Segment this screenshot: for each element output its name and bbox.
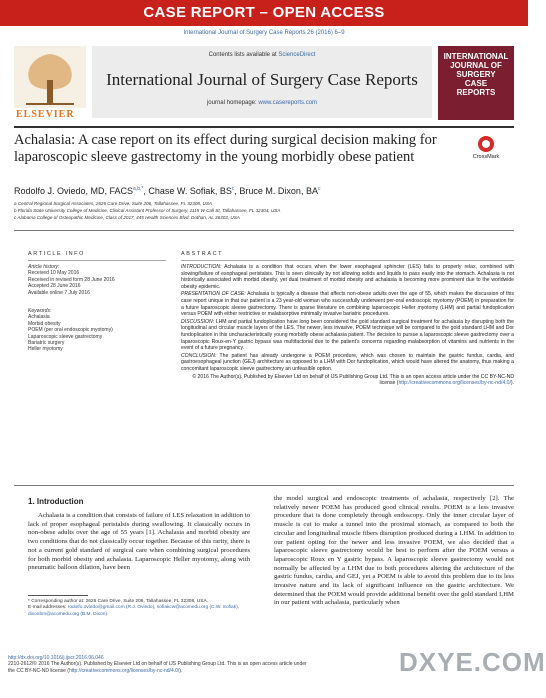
email-addresses[interactable]: rodolfo.oviedo@gmail.com (R.J. Oviedo), sofiakcw@acomedu.org (C.W. Sofiak), dixonbm@acomedu.org (B.M. Dixon). [28,605,240,617]
copyright-text: © 2016 The Author(s). Published by Elsevier Ltd on behalf of IJS Publishing Group Ltd. This is an open access article under the CC BY-NC-ND license ( [192,373,514,387]
footnote-rule [28,595,88,596]
article-info-rule [28,260,166,261]
watermark: DXYE.COM [399,647,546,677]
abstract-body [181,264,514,388]
homepage-prefix: journal homepage: [206,100,259,106]
abstract-section-label: DISCUSSION: [181,318,215,325]
abstract-section-label: CONCLUSION: [181,352,217,359]
homepage-link[interactable]: www.casereports.com [258,100,318,106]
keyword: Laparoscopic sleeve gastrectomy [28,333,103,340]
corresponding-author: * Corresponding author at: 2626 Care Drive, Suite 206, Tallahassee, FL 32308, USA. [28,599,208,604]
elsevier-tree-icon [14,46,86,108]
author-name[interactable]: Chase W. Sofiak, BS [148,186,232,196]
keyword: Bariatric surgery [28,340,65,347]
history-item: Received 10 May 2016 [28,270,80,277]
keyword: Achalasia [28,314,50,321]
introduction-text: Achalasia is a condition that consists of failure of LES relaxation in addition to lack of proper esophageal peristalsis during swallowing. It classically occurs in non-obese adults over the age of 55 years [1]. Achalasia and morbid obesity are two conditions that do not classically occur together. Because of this rarity, there is not a current gold standard of surgical care when combining surgical procedures for both morbid obesity and achalasia. Laparoscopic Heller myotomy, along with pneumatic balloon dilation, have been [28,512,250,572]
author-name[interactable]: Rodolfo J. Oviedo, MD, FACS [14,186,134,196]
abstract-text: Achalasia is a condition that occurs when the lower esophageal sphincter (LES) fails to properly relax, combined with slowing/failure of esophageal peristalsis. This is seen clinically by not allowing solids and liquids to pass easily into the stomach. Achalasia is not historically associated with morbid obesity, yet dual treatment of morbid obesity and achalasia is becoming more prominent due to the worldwide obesity epidemic. [181,264,514,290]
issn-line [8,661,308,674]
history-item: Available online 7 July 2016 [28,289,90,296]
introduction-heading: 1. Introduction [28,497,84,506]
avail-prefix: Contents lists available at [208,52,279,58]
crossmark-label: CrossMark [472,154,500,160]
affiliation: a Central Regional Surgical Associates, 2626 Care Drive, Suite 206, Tallahassee, FL 32308, USA [14,201,212,206]
bottom-license-link[interactable]: http://creativecommons.org/licenses/by-nc-nd/4.0/ [68,667,180,674]
introduction-column-left [28,512,250,573]
author-list: Rodolfo J. Oviedo, MD, $FACS^{a,b,*}$, Chase W. Sofiak, $BS^c$, Bruce M. Dixon, $BA^c$ [14,186,321,196]
author-affil-marker[interactable]: a,b,* [133,186,144,192]
article-info-heading: ARTICLE INFO [28,251,85,257]
sciencedirect-link[interactable]: ScienceDirect [278,52,316,58]
abstract-section-label: PRESENTATION OF CASE: [181,291,246,298]
article-info [28,264,166,353]
keywords-label: Keywords: [28,308,52,315]
crossmark-icon [478,136,494,152]
cover-line: SURGERY [456,70,496,79]
header-divider [14,126,514,128]
keyword: Heller myotomy [28,346,63,353]
affiliation-list [14,200,514,221]
elsevier-logo[interactable] [14,46,86,120]
history-item: Accepted 28 June 2016 [28,283,81,290]
abstract-rule [181,260,514,261]
article-title: Achalasia: A case report on its effect during surgical decision making for laparoscopic sleeve gastrectomy in the young morbidly obese patient [14,132,437,165]
journal-homepage-line [92,100,432,106]
issn-text: 2210-2612/© 2016 The Author(s). Published by Elsevier Ltd on behalf of IJS Publishing Group Ltd. This is an open access article under the CC BY-NC-ND license ( [8,661,307,674]
journal-title: International Journal of Surgery Case Reports [106,70,418,89]
cover-line: REPORTS [456,88,496,97]
author-affil-marker[interactable]: c [317,186,321,192]
license-link[interactable]: http://creativecommons.org/licenses/by-nc-nd/4.0/ [398,380,511,387]
copyright-end: ). [510,380,514,387]
info-spacer [28,296,166,308]
crossmark-badge[interactable] [458,136,514,172]
keyword: POEM (per oral endoscopic myotomy) [28,327,113,334]
abstract-paragraph [181,264,514,290]
abstract-paragraph [181,319,514,352]
cover-line: INTERNATIONAL [443,52,509,61]
keyword: Morbid obesity [28,320,61,327]
journal-cover-thumbnail[interactable] [438,46,514,120]
journal-reference[interactable]: International Journal of Surgery Case Reports 26 (2016) 6–9 [183,30,345,36]
abstract-text: LHM and partial fundoplication have long been considered the gold standard surgical treatment for achalasia by disrupting both the longitudinal and circular muscle layers of the LES. The newer, less invasive, POEM technique will be compared to the gold standard LHM and Dor fundoplication in this uncharacteristically young morbidly obese achalasia patient. The decision to pursue a laparoscopic sleeve gastrectomy over a laparoscopic Roux-en-Y gastric bypass was multifactorial due to the patient's concerns regarding malabsorption of vitamins and nutrients in the event of a future pregnancy. [181,318,514,352]
publisher-logo-text: ELSEVIER [16,109,75,120]
abstract-heading: ABSTRACT [181,251,224,257]
abstract-paragraph [181,353,514,373]
history-label: Article history: [28,264,60,270]
journal-contents-box [92,46,432,118]
affiliation: c Alabama College of Osteopathic Medicine, Class of 2017, 445 Health Sciences Blvd, Dothan, AL 36303, USA [14,215,240,220]
section-divider [14,230,514,231]
issn-end: ). [179,667,183,674]
author-affil-marker[interactable]: c [231,186,235,192]
affiliation: b Florida State University College of Medicine, Clinical Assistant Professor of Surgery, 1115 W Call St, Tallahassee, FL 32304, USA [14,208,281,213]
section-divider [14,485,514,486]
abstract-section-label: INTRODUCTION: [181,264,222,270]
author-name[interactable]: Bruce M. Dixon, BA [239,186,318,196]
history-item: Received in revised form 28 June 2016 [28,276,115,283]
email-line [28,605,258,618]
abstract-text: The patient has already undergone a POEM procedure, which was chosen to maintain the gastric fundus, cardia, and gastroesophageal junction (GEJ) architecture as opposed to a LHM with Dor fundoplication, which would have altered the anatomy, thus making a concomitant laparoscopic sleeve gastrectomy an unfeasible option. [181,352,514,372]
case-report-banner: CASE REPORT – OPEN ACCESS [0,0,528,26]
abstract-text: Achalasia is typically a disease that affects non-obese adults over the age of 55, which makes the discussion of this case report unique in that our patient is a 23 year-old woman who successfully underwent per-oral endoscopic myotomy (POEM) in preparation for a future laparoscopic sleeve gastrectomy. There is sparse literature on combining laparoscopic Heller myotomy (LHM) and partial fundoplication versus POEM with either restrictive or malabsorptive minimally invasive bariatric procedures. [181,291,514,318]
email-label: E-mail addresses: [28,605,68,611]
page-bottom-info [8,655,308,674]
cover-line: JOURNAL OF [450,61,502,70]
abstract-paragraph [181,291,514,317]
contents-available-line [92,52,432,58]
doi-link[interactable]: http://dx.doi.org/10.1016/j.ijscr.2016.06.046 [8,655,104,661]
corresponding-footnote [28,599,258,618]
journal-header [14,46,514,122]
cover-line: CASE [464,79,488,88]
introduction-column-right: the model surgical and endoscopic treatments of achalasia, respectively [2]. The relatively newer POEM has produced good clinical results. POEM is a less invasive procedure that is done completely through endoscopy. Only the inner circular layer of muscle is cut to make a tunnel into the proximal stomach, as compared to both the circular and longitudinal muscle fibers disruption produced during a LHM. In addition to our patient opting for the newer and less invasive POEM, we also decided that a laparoscopic sleeve gastrectomy would be best to perform after the POEM versus a laparoscopic Roux en Y gastric bypass. A laparoscopic sleeve gastrectomy would not normally be affected by a LHM due to both procedures altering the architecture of the gastric fundus, cardia, and GEJ, yet a POEM is able to avoid this problem due to its less invasive nature and its lack of significant influence on the gastric architecture. We determined that the POEM would provide additional benefit over the gold standard LHM in our patient with achalasia, particularly when [274,495,514,607]
copyright-notice [181,374,514,387]
